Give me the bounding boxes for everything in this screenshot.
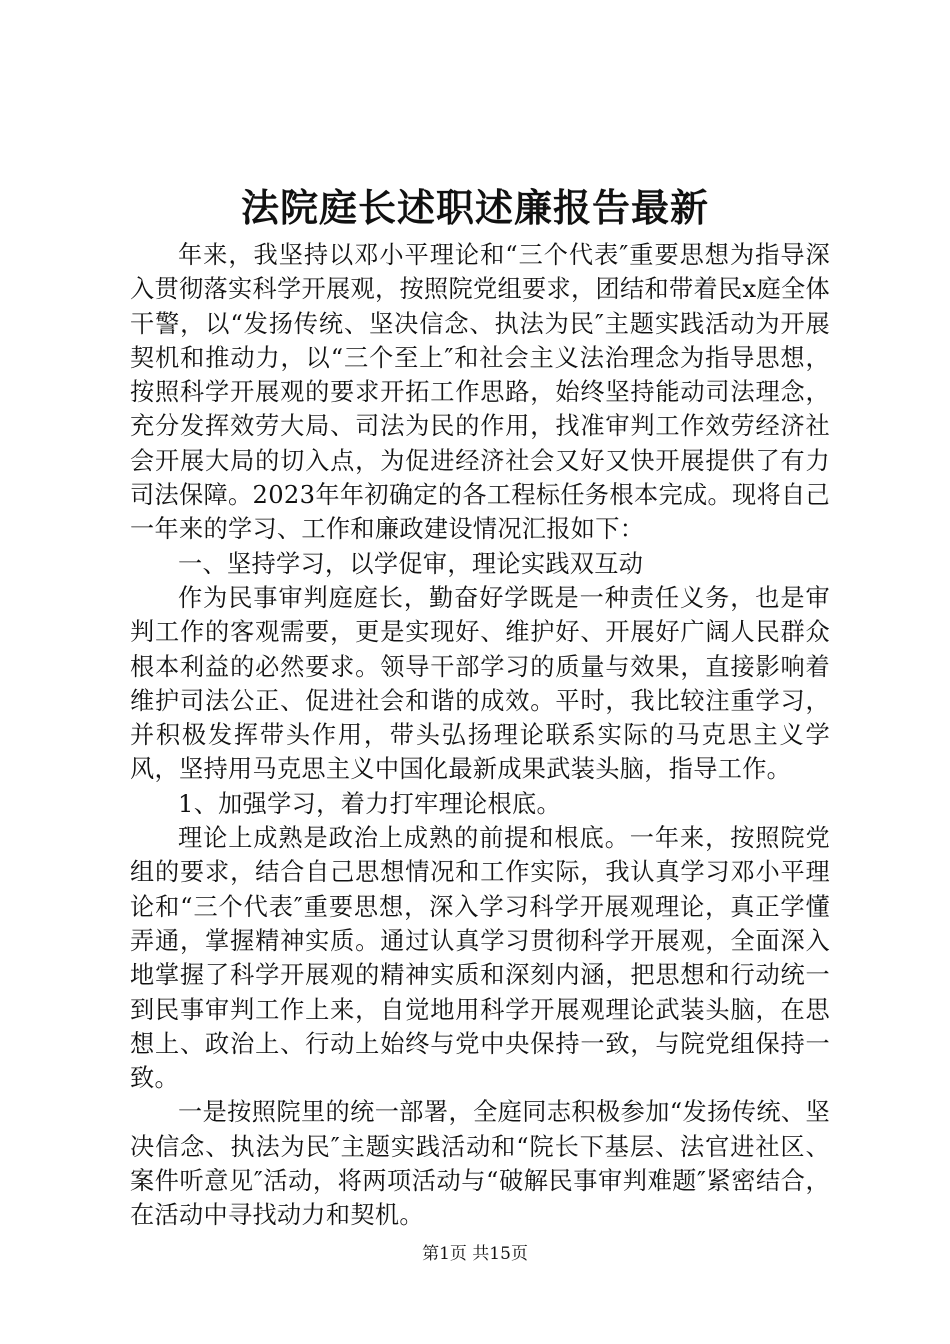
paragraph-section-1: 作为民事审判庭庭长，勤奋好学既是一种责任义务，也是审判工作的客观需要，更是实现好、维护好、开展好广阔人民群众根本利益的必然要求。领导干部学习的质量与效果，直接影响着维护司法公正、促进社会和谐的成效。平时，我比较注重学习，并积极发挥带头作用，带头弘扬理论联系实际的马克思主义学风，坚持用马克思主义中国化最新成果武装头脑，指导工作。 <box>130 583 830 784</box>
page-label-suffix: 页 <box>510 1244 528 1264</box>
section-heading-1: 一、坚持学习，以学促审，理论实践双互动 <box>178 549 644 578</box>
paragraph-intro: 年来，我坚持以邓小平理论和“三个代表″重要思想为指导深入贯彻落实科学开展观，按照院党组要求，团结和带着民x庭全体干警，以“发扬传统、坚决信念、执法为民″主题实践活动为开展契机和推动力，以“三个至上″和社会主义法治理念为指导思想，按照科学开展观的要求开拓工作思路，始终坚持能动司法理念，充分发挥效劳大局、司法为民的作用，找准审判工作效劳经济社会开展大局的切入点，为促进经济社会又好又快开展提供了有力司法保障。2023年年初确定的各工程标任务根本完成。现将自己一年来的学习、工作和廉政建设情况汇报如下： <box>130 241 830 544</box>
total-page-count: 15 <box>489 1244 511 1264</box>
page-label-prefix: 第 <box>422 1244 440 1264</box>
paragraph-point-1: 一是按照院里的统一部署，全庭同志积极参加“发扬传统、坚决信念、执法为民″主题实践活动和“院长下基层、法官进社区、案件听意见″活动，将两项活动与“破解民事审判难题″紧密结合，在活动中寻找动力和契机。 <box>130 1098 830 1230</box>
paragraph-subsection-1: 理论上成熟是政治上成熟的前提和根底。一年来，按照院党组的要求，结合自己思想情况和工作实际，我认真学习邓小平理论和“三个代表″重要思想，深入学习科学开展观理论，真正学懂弄通，掌握精神实质。通过认真学习贯彻科学开展观，全面深入地掌握了科学开展观的精神实质和深刻内涵，把思想和行动统一到民事审判工作上来，自觉地用科学开展观理论武装头脑，在思想上、政治上、行动上始终与党中央保持一致，与院党组保持一致。 <box>130 824 830 1093</box>
current-page-number: 1 <box>439 1244 450 1264</box>
document-body <box>130 238 830 1233</box>
page-footer <box>0 1242 950 1266</box>
document-title: 法院庭长述职述廉报告最新 <box>240 185 709 230</box>
subsection-heading-1: 1、加强学习，着力打牢理论根底。 <box>178 789 562 818</box>
page-label-mid: 页 共 <box>449 1244 490 1264</box>
